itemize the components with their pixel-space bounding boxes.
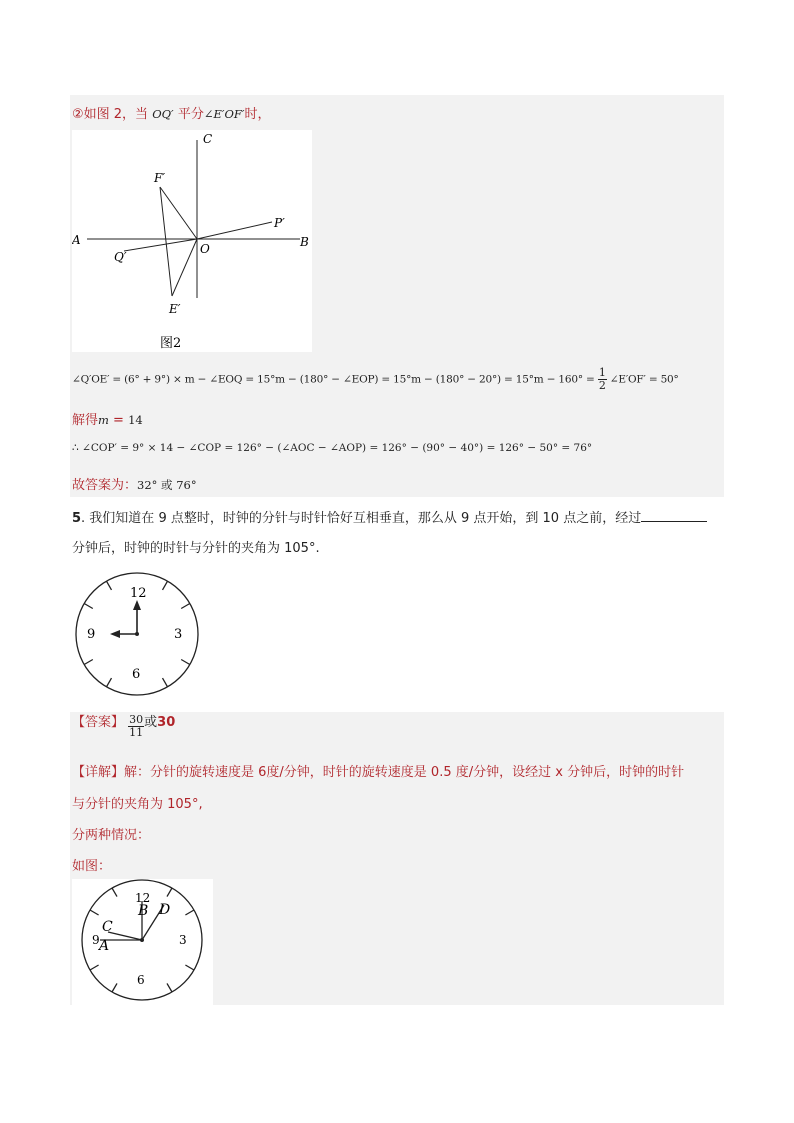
equation-1-fraction (598, 367, 607, 392)
answer-line-value: 32° 或 76° (137, 478, 197, 492)
clock-2-num-12: 12 (135, 891, 151, 905)
clock-figure-2 (72, 879, 213, 1005)
solve-eq: = (108, 413, 129, 428)
figure-2 (72, 130, 312, 352)
clock-2-label-c: C (102, 919, 113, 935)
answer-blank[interactable] (641, 509, 707, 522)
figure-2-diagram (72, 130, 312, 352)
equation-2 (72, 442, 592, 454)
detail-line1 (72, 761, 684, 780)
answer-fraction (128, 714, 144, 739)
asfig-line (72, 855, 111, 874)
answer-frac-num: 30 (129, 713, 144, 726)
detail-label: 【详解】 (72, 765, 125, 780)
clock-2-label-d: D (159, 902, 171, 918)
question-5-line2 (72, 537, 320, 556)
asfig-text: 如图： (72, 859, 112, 874)
answer-section (72, 713, 176, 748)
detail-text1: 解：分针的旋转速度是 6度/分钟，时针的旋转速度是 0.5 度/分钟，设经过 x 分钟后，时钟的时针 (124, 765, 685, 780)
solve-var: m (98, 413, 109, 427)
equation-1-frac-den: 2 (598, 379, 606, 392)
fig2-label-q: Q′ (114, 250, 127, 264)
answer-line-label: 故答案为： (72, 478, 138, 493)
clock-1-num-9: 9 (87, 627, 96, 642)
fig2-label-e: E′ (169, 302, 181, 316)
part2-seg: OQ′ (152, 107, 174, 121)
clock-2-num-6: 6 (137, 973, 145, 987)
detail-text2: 与分针的夹角为 105°, (72, 797, 203, 812)
fig2-label-b: B (300, 235, 309, 249)
question-5-text2: 分钟后，时钟的时针与分针的夹角为 105°. (72, 541, 320, 556)
question-5-text1: . 我们知道在 9 点整时，时钟的分针与时针恰好互相垂直，那么从 9 点开始，到 10 点之前，经过 (81, 511, 642, 526)
clock-figure-1 (72, 570, 202, 700)
fig2-label-o: O (200, 242, 210, 256)
part2-angle: ∠E′OF′ (203, 107, 245, 121)
part2-marker: ② (72, 107, 84, 122)
equation-1-text: ∠Q′OE′ = (6° + 9°) × m − ∠EOQ = 15°m − (180° − ∠EOP) = 15°m − (180° − 20°) = 15°m − 160° = (72, 373, 595, 386)
equation-1 (72, 367, 679, 392)
clock-1-num-3: 3 (174, 627, 183, 642)
equation-1-frac-num: 1 (598, 366, 606, 379)
fig2-label-f: F′ (154, 171, 166, 185)
question-5-number: 5 (72, 511, 82, 526)
figure-2-caption: 图2 (160, 336, 182, 351)
answer-value: 30 (157, 715, 176, 730)
detail-line2 (72, 793, 203, 812)
answer-or: 或 (144, 715, 158, 730)
answer-line (72, 474, 197, 493)
part2-heading (72, 103, 271, 122)
part2-mid: 平分 (177, 107, 204, 122)
clock-2-num-9: 9 (92, 933, 100, 947)
equation-1-tail: ∠E′OF′ = 50° (609, 373, 679, 386)
clock-2-label-a: A (99, 938, 110, 954)
clock-1-num-6: 6 (132, 667, 141, 682)
fig2-label-c: C (203, 132, 213, 146)
clock-1-diagram (72, 570, 202, 700)
cases-text: 分两种情况： (72, 828, 151, 843)
solve-line (72, 409, 143, 428)
solve-label: 解得 (72, 413, 99, 428)
part2-pre: 如图 2，当 (83, 107, 149, 122)
clock-2-diagram (72, 879, 213, 1005)
clock-2-num-3: 3 (179, 933, 187, 947)
answer-frac-den: 11 (129, 726, 144, 739)
fig2-label-a: A (72, 233, 81, 247)
clock-2-label-b: B (138, 903, 149, 919)
solve-value: 14 (128, 413, 143, 427)
equation-2-text: ∴ ∠COP′ = 9° × 14 − ∠COP = 126° − (∠AOC − ∠AOP) = 126° − (90° − 40°) = 126° − 50° = 76° (72, 442, 593, 454)
cases-line (72, 824, 150, 843)
answer-label: 【答案】 (72, 715, 125, 730)
part2-post: 时， (244, 107, 271, 122)
question-5-line1 (72, 507, 707, 526)
clock-1-num-12: 12 (130, 586, 147, 601)
fig2-label-p: P′ (274, 216, 285, 230)
